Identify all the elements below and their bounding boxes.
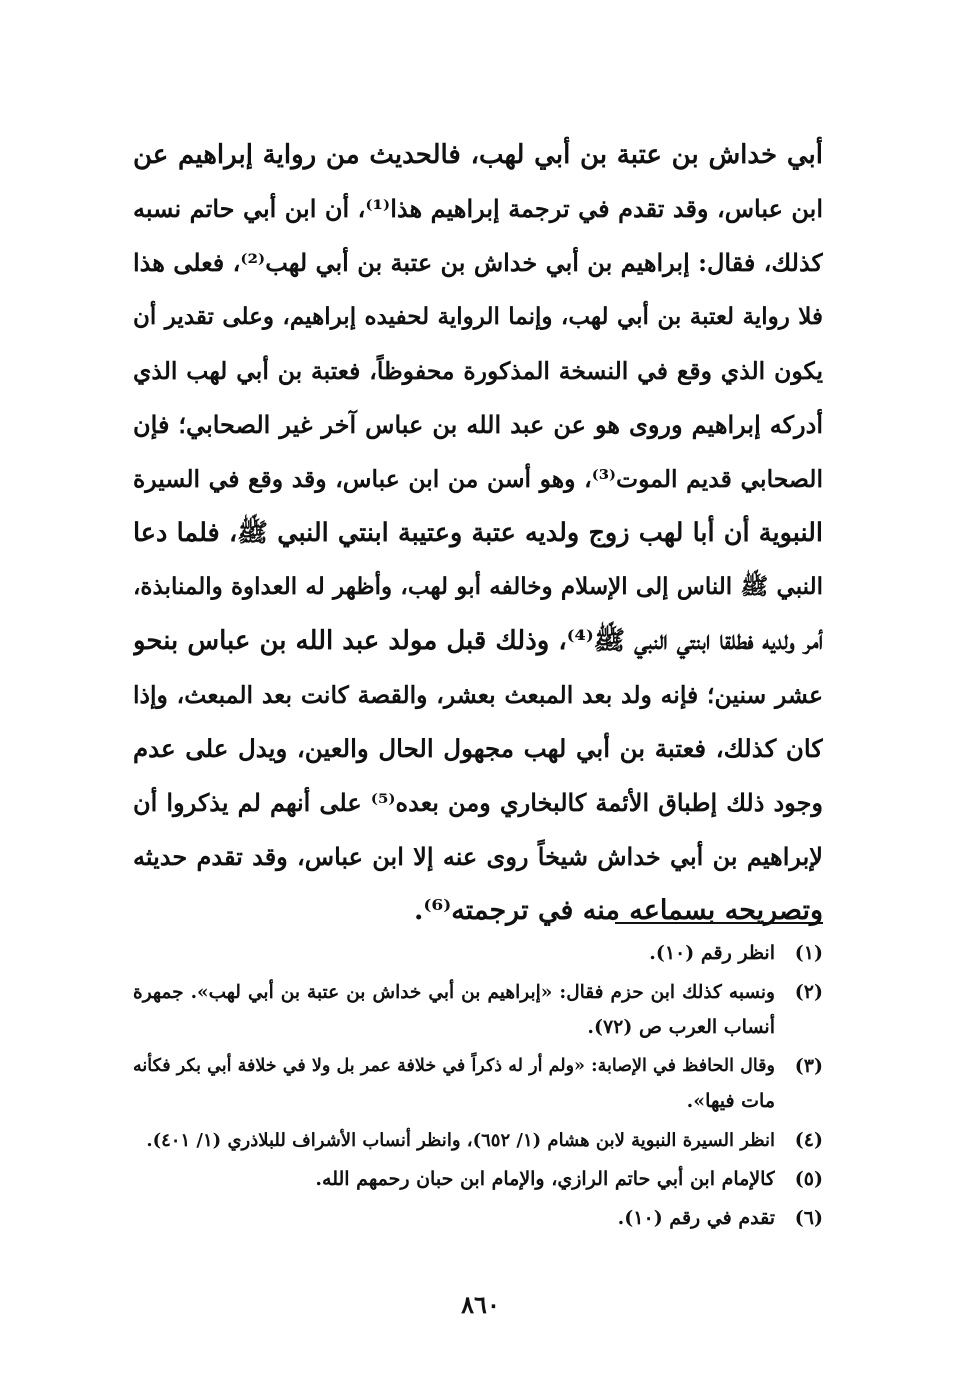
footnotes [133,936,823,1240]
footnote-text [133,975,775,1045]
footnote-line: أنساب العرب ص (٧٢). [587,1016,775,1038]
footnote-line: ونسبه كذلك ابن حزم فقال: «إبراهيم بن أبي خداش بن عتبة بن أبي لهب». جمهرة [133,982,775,1003]
text-line: ابن عباس، وقد تقدم في ترجمة إبراهيم هذا⁽¹⁾، أن ابن أبي حاتم نسبه [133,194,823,223]
text-line: النبي ﷺ الناس إلى الإسلام وخالفه أبو لهب، وأظهر له العداوة والمنابذة، [133,573,823,600]
main-text [133,128,823,938]
text-line: وتصريحه بسماعه منه في ترجمته⁽⁶⁾. [413,895,823,926]
footnote-line: مات فيها». [686,1090,775,1112]
footnote [133,1162,823,1197]
text-line: أمر ولديه فطلقا ابنتي النبي ﷺ⁽⁴⁾، وذلك قبل مولد عبد الله بن عباس بنحو [133,626,823,656]
footnote [133,1201,823,1236]
footnote-text [133,1123,775,1158]
footnote-line: وقال الحافظ في الإصابة: «ولم أر له ذكراً في خلافة عمر بل ولا في خلافة أبي بكر فكأنه [133,1056,775,1076]
text-line: وجود ذلك إطباق الأئمة كالبخاري ومن بعده⁽⁵⁾ على أنهم لم يذكروا أن [133,788,823,817]
text-line: كان كذلك، فعتبة بن أبي لهب مجهول الحال والعين، ويدل على عدم [133,734,823,763]
text-line: فلا رواية لعتبة بن أبي لهب، وإنما الرواية لحفيده إبراهيم، وعلى تقدير أن [133,303,823,330]
footnote-number: (١) [794,942,823,964]
footnote-number: (٢) [794,981,823,1003]
footnote-line: كالإمام ابن أبي حاتم الرازي، والإمام ابن حبان رحمهم الله. [315,1168,775,1190]
text-line: النبوية أن أبا لهب زوج ولديه عتبة وعتيبة ابنتي النبي ﷺ، فلما دعا [133,518,823,548]
footnote-separator [615,922,823,924]
footnote-text [133,936,775,971]
footnote [133,1123,823,1158]
footnote [133,975,823,1045]
text-line: أبي خداش بن عتبة بن أبي لهب، فالحديث من رواية إبراهيم عن [133,140,823,170]
page-number: ٨٦٠ [461,1290,500,1319]
footnote-number: (٣) [794,1055,823,1077]
text-line: عشر سنين؛ فإنه ولد بعد المبعث بعشر، والقصة كانت بعد المبعث، وإذا [133,681,823,709]
footnote-text [133,1049,775,1119]
text-line: لإبراهيم بن أبي خداش شيخاً روى عنه إلا ابن عباس، وقد تقدم حديثه [133,842,823,871]
text-line: يكون الذي وقع في النسخة المذكورة محفوظاً، فعتبة بن أبي لهب الذي [133,357,823,385]
footnote-text [133,1201,775,1236]
footnote-number: (٦) [794,1207,823,1229]
text-line: الصحابي قديم الموت⁽³⁾، وهو أسن من ابن عباس، وقد وقع في السيرة [133,465,823,493]
text-line: كذلك، فقال: إبراهيم بن أبي خداش بن عتبة بن أبي لهب⁽²⁾، فعلى هذا [133,248,823,277]
footnote-line: تقدم في رقم (١٠). [617,1207,775,1229]
footnote-text [133,1162,775,1197]
text-line: أدركه إبراهيم وروى هو عن عبد الله بن عباس آخر غير الصحابي؛ فإن [133,410,823,439]
footnote-number: (٤) [794,1129,823,1151]
footnote-number: (٥) [794,1168,823,1190]
footnote-line: انظر السيرة النبوية لابن هشام (١/ ٦٥٢)، وانظر أنساب الأشراف للبلاذري (١/ ٤٠١). [146,1130,775,1151]
footnote-line: انظر رقم (١٠). [649,942,775,964]
footnote [133,936,823,971]
footnote [133,1049,823,1119]
